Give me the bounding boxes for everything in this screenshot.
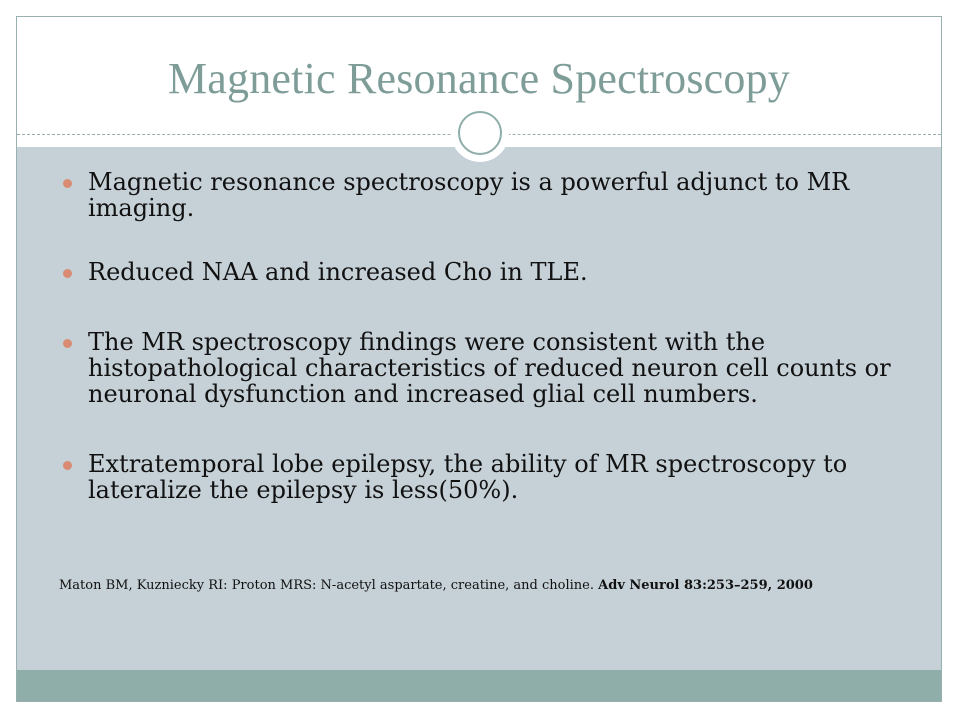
bullet-dot-icon	[63, 269, 72, 278]
bullet-dot-icon	[63, 461, 72, 470]
bullet-text: Magnetic resonance spectroscopy is a powerful adjunct to MR imaging.	[88, 168, 850, 222]
bullet-dot-icon	[63, 339, 72, 348]
slide-title: Magnetic Resonance Spectroscopy	[167, 54, 790, 103]
citation	[59, 578, 919, 593]
citation-text: Maton BM, Kuzniecky RI: Proton MRS: N-acetyl aspartate, creatine, and choline.	[59, 578, 594, 593]
bullet-text: The MR spectroscopy findings were consistent with the histopathological characteristics of reduced neuron cell counts or neuronal dysfunction and increased glial cell numbers.	[88, 328, 891, 408]
bullet-list	[61, 169, 911, 503]
bullet-item	[61, 329, 911, 407]
bullet-dot-icon	[63, 179, 72, 188]
footer-band	[17, 670, 941, 701]
bullet-item	[61, 259, 911, 285]
slide	[16, 16, 942, 702]
bullet-item	[61, 451, 911, 503]
divider-circle-icon	[458, 111, 502, 155]
citation-source: Adv Neurol 83:253–259, 2000	[598, 578, 813, 593]
bullet-text: Extratemporal lobe epilepsy, the ability of MR spectroscopy to lateralize the epilepsy is less(50%).	[88, 450, 848, 504]
bullet-item	[61, 169, 911, 221]
bullet-text: Reduced NAA and increased Cho in TLE.	[88, 258, 588, 286]
